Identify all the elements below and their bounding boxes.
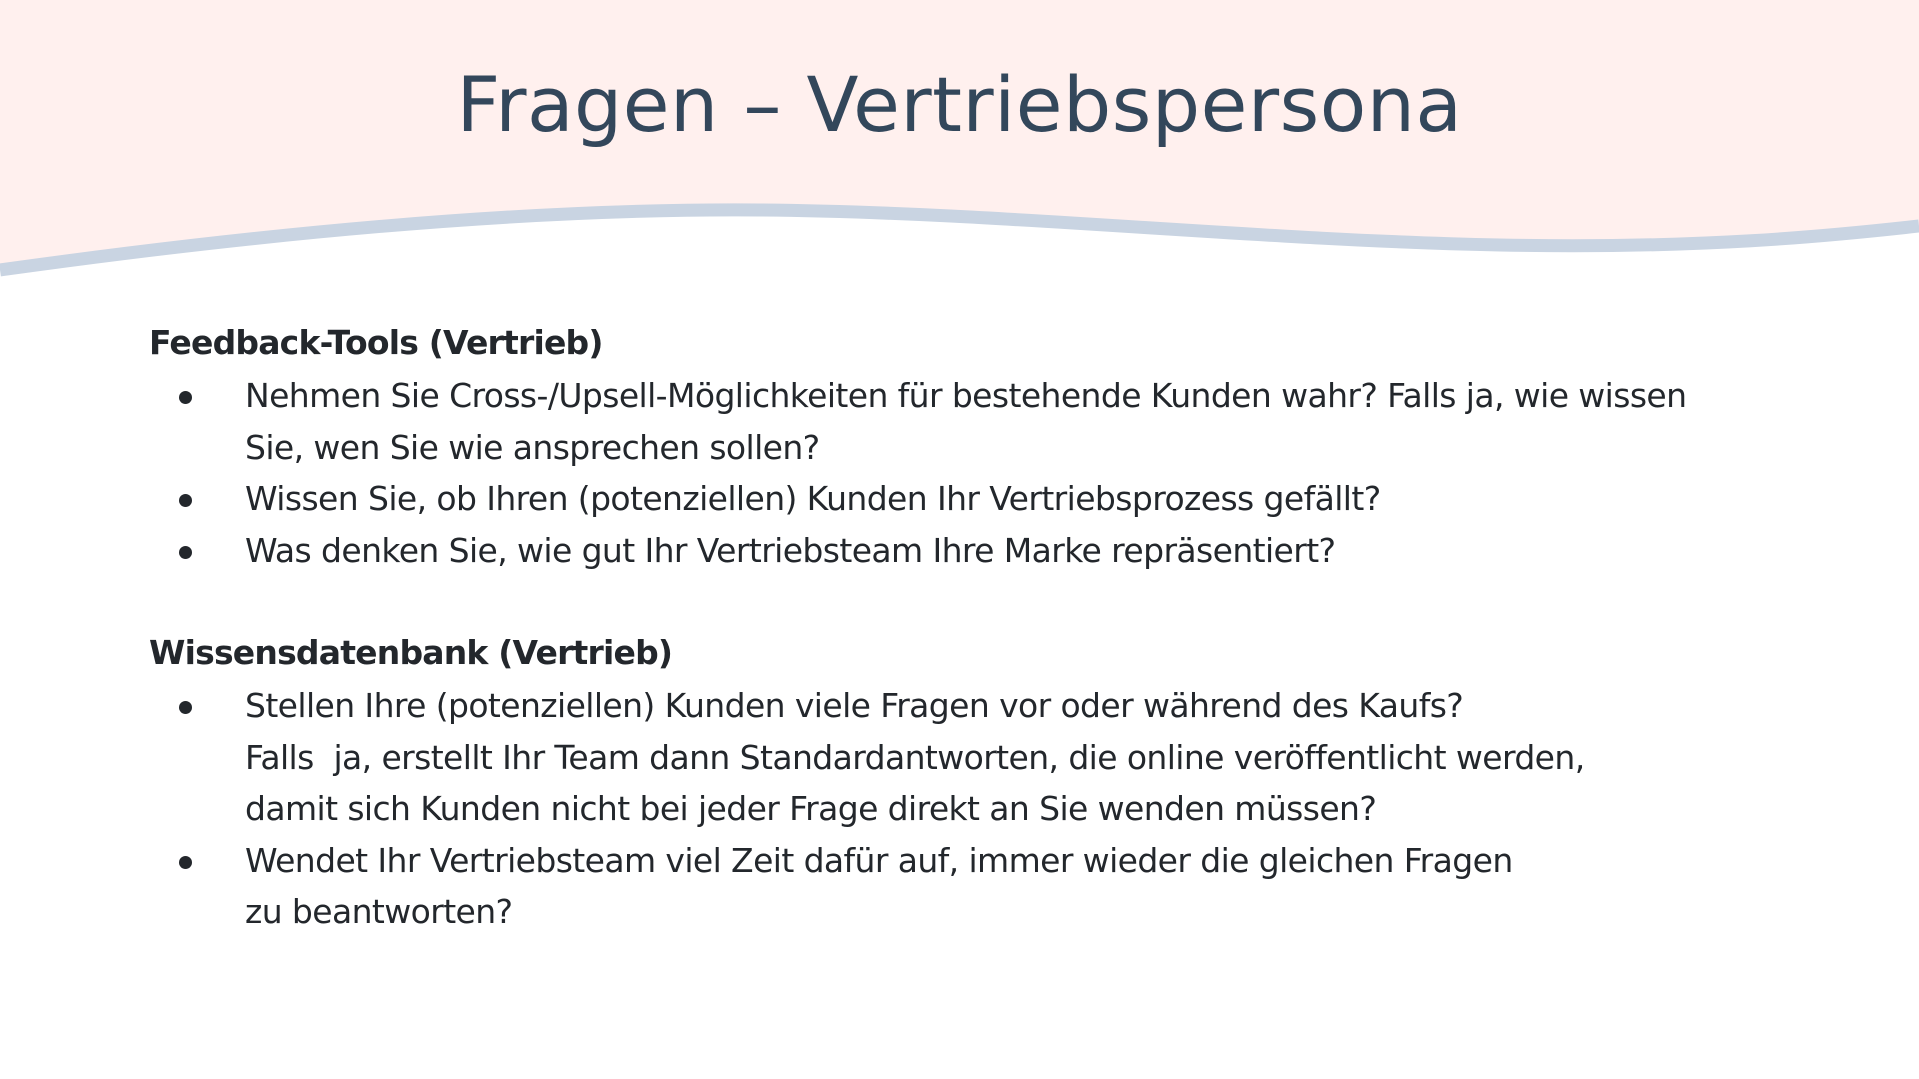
slide-header xyxy=(0,0,1919,290)
bullet-list xyxy=(149,680,1809,938)
slide-title: Fragen – Vertriebspersona xyxy=(456,60,1463,149)
bullet-item xyxy=(149,473,1809,525)
slide-body xyxy=(149,318,1809,990)
bullet-text-line: Wissen Sie, ob Ihren (potenziellen) Kunden Ihr Vertriebsprozess gefällt? xyxy=(245,479,1381,518)
bullet-dot-icon xyxy=(179,494,192,507)
bullet-text-line: Wendet Ihr Vertriebsteam viel Zeit dafür auf, immer wieder die gleichen Fragen xyxy=(245,840,1513,880)
bullet-dot-icon xyxy=(179,856,192,869)
bullet-item xyxy=(149,680,1809,835)
bullet-text-line: Sie, wen Sie wie ansprechen sollen? xyxy=(245,427,820,467)
bullet-item xyxy=(149,835,1809,938)
content-section xyxy=(149,318,1809,576)
bullet-text-line: zu beantworten? xyxy=(245,892,513,931)
bullet-item xyxy=(149,525,1809,577)
bullet-text-line: Nehmen Sie Cross-/Upsell-Möglichkeiten für bestehende Kunden wahr? Falls ja, wie wissen xyxy=(245,376,1687,415)
bullet-text-line: Falls ja, erstellt Ihr Team dann Standardantworten, die online veröffentlicht werden, xyxy=(245,737,1585,777)
bullet-dot-icon xyxy=(179,546,192,559)
section-heading: Wissensdatenbank (Vertrieb) xyxy=(149,633,673,672)
bullet-dot-icon xyxy=(179,701,192,714)
bullet-text-line: Was denken Sie, wie gut Ihr Vertriebsteam Ihre Marke repräsentiert? xyxy=(245,530,1336,570)
bullet-text-line: Stellen Ihre (potenziellen) Kunden viele Fragen vor oder während des Kaufs? xyxy=(245,686,1464,725)
section-heading: Feedback-Tools (Vertrieb) xyxy=(149,323,603,362)
bullet-dot-icon xyxy=(179,391,192,404)
bullet-list xyxy=(149,370,1809,576)
bullet-text-line: damit sich Kunden nicht bei jeder Frage direkt an Sie wenden müssen? xyxy=(245,789,1377,828)
bullet-item xyxy=(149,370,1809,473)
content-section xyxy=(149,628,1809,938)
